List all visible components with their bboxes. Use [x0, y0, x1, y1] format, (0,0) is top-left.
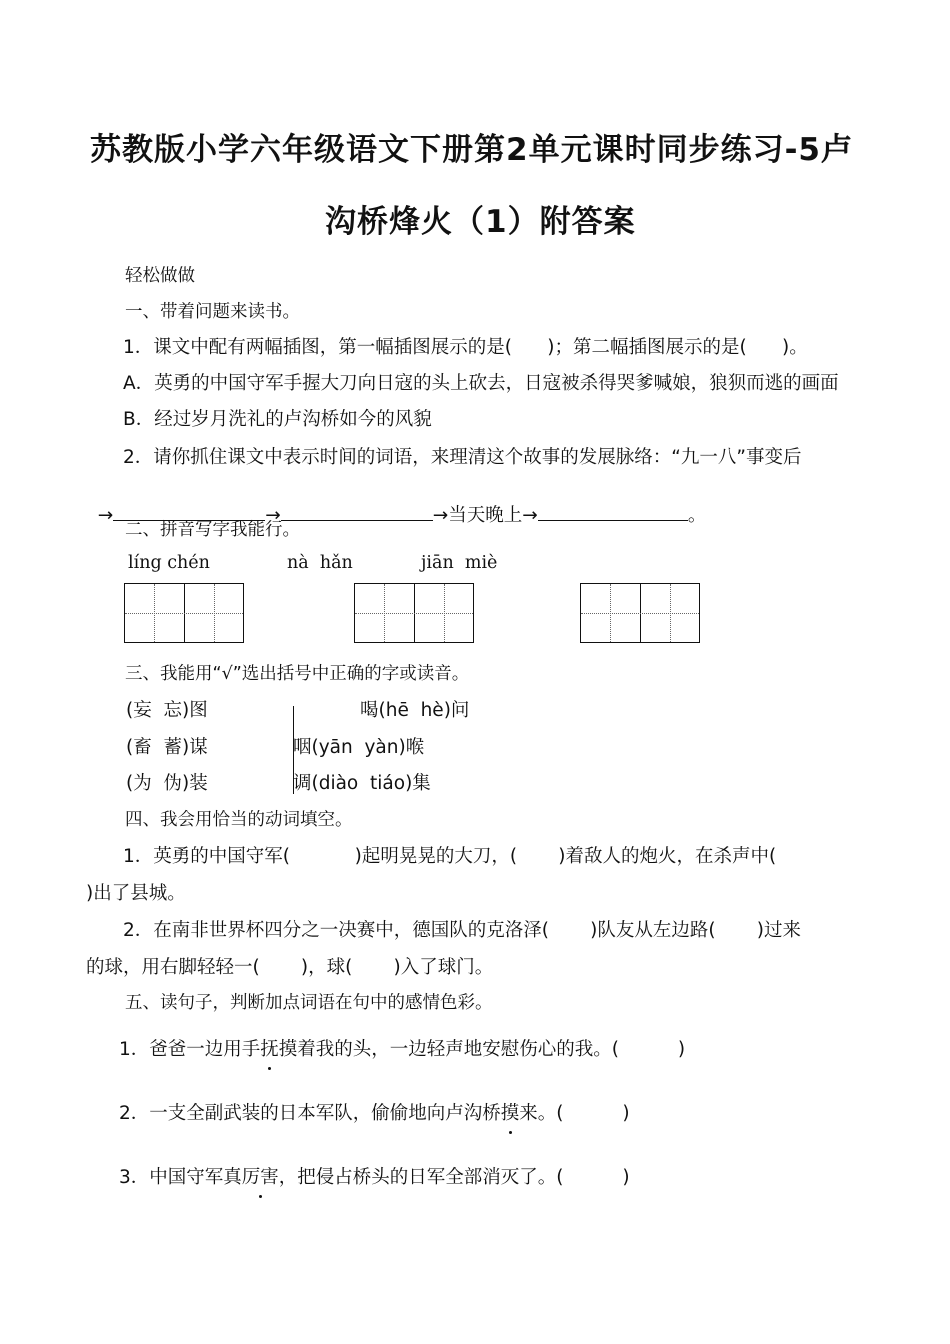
writing-grid-1[interactable] — [124, 583, 244, 643]
q4-item2-line2: 的球，用右脚轻轻一( )，球( )入了球门。 — [86, 957, 494, 978]
q3-right-3[interactable]: 调(diào tiáo)集 — [293, 773, 431, 794]
q2-heading: 二、拼音写字我能行。 — [125, 520, 300, 540]
emphasized-word: 厉害 — [242, 1163, 279, 1189]
q3-left-3[interactable]: (为 伪)装 — [126, 773, 208, 794]
blank-line[interactable] — [538, 506, 688, 521]
emphasized-word: 抚 — [260, 1035, 279, 1061]
blank-line[interactable] — [281, 506, 433, 521]
doc-title-line2: 沟桥烽火（1）附答案 — [325, 204, 636, 240]
q4-item2-line1: 2．在南非世界杯四分之一决赛中，德国队的克洛泽( )队友从左边路( )过来 — [123, 920, 801, 941]
pinyin-2: nà hǎn — [287, 553, 353, 573]
writing-grid-3[interactable] — [580, 583, 700, 643]
q3-heading: 三、我能用“√”选出括号中正确的字或读音。 — [125, 664, 470, 684]
q3-right-2[interactable]: 咽(yān yàn)喉 — [293, 737, 425, 758]
sentence-text: 来。( ) — [519, 1103, 630, 1124]
sentence-text: 摸着我的头，一边轻声地安慰伤心的我。( ) — [278, 1039, 686, 1060]
q3-right-1[interactable]: 喝(hē hè)问 — [360, 700, 470, 721]
q4-item1-line1: 1．英勇的中国守军( )起明晃晃的大刀，( )着敌人的炮火，在杀声中( — [123, 846, 777, 867]
pinyin-1: líng chén — [128, 553, 210, 573]
q5-sentence-3 — [119, 1163, 630, 1189]
pinyin-3: jiān miè — [421, 553, 498, 573]
q3-left-1[interactable]: (妄 忘)图 — [126, 700, 208, 721]
q1-option-a: A．英勇的中国守军手握大刀向日寇的头上砍去，日寇被杀得哭爹喊娘，狼狈而逃的画面 — [123, 373, 839, 394]
q4-item1-line2: )出了县城。 — [86, 883, 186, 904]
sentence-text: 3．中国守军真 — [119, 1167, 242, 1188]
q1-heading: 一、带着问题来读书。 — [125, 302, 300, 322]
section-easy-heading: 轻松做做 — [125, 266, 195, 286]
sentence-text: ，把侵占桥头的日军全部消灭了。( ) — [278, 1167, 630, 1188]
arrow: → — [97, 505, 114, 526]
q5-heading: 五、读句子，判断加点词语在句中的感情色彩。 — [125, 993, 493, 1013]
doc-title-line1: 苏教版小学六年级语文下册第2单元课时同步练习-5卢 — [90, 132, 854, 168]
q3-left-2[interactable]: (畜 蓄)谋 — [126, 737, 208, 758]
q1-item1: 1．课文中配有两幅插图，第一幅插图展示的是( )；第二幅插图展示的是( )。 — [123, 337, 808, 358]
q1-option-b: B．经过岁月洗礼的卢沟桥如今的风貌 — [123, 409, 432, 430]
sentence-text: 2．一支全副武装的日本军队，偷偷地向卢沟桥 — [119, 1103, 501, 1124]
emphasized-word: 摸 — [501, 1099, 520, 1125]
writing-grid-2[interactable] — [354, 583, 474, 643]
q4-heading: 四、我会用恰当的动词填空。 — [125, 810, 353, 830]
q5-sentence-1 — [119, 1035, 685, 1061]
q5-sentence-2 — [119, 1099, 630, 1125]
q1-item2-end: 。 — [687, 505, 707, 526]
sentence-text: 1．爸爸一边用手 — [119, 1039, 261, 1060]
arrow: → — [265, 505, 281, 526]
q1-item2-line1: 2．请你抓住课文中表示时间的词语，来理清这个故事的发展脉络：“九一八”事变后 — [123, 447, 802, 468]
q1-item2-mid: →当天晚上→ — [432, 505, 538, 526]
